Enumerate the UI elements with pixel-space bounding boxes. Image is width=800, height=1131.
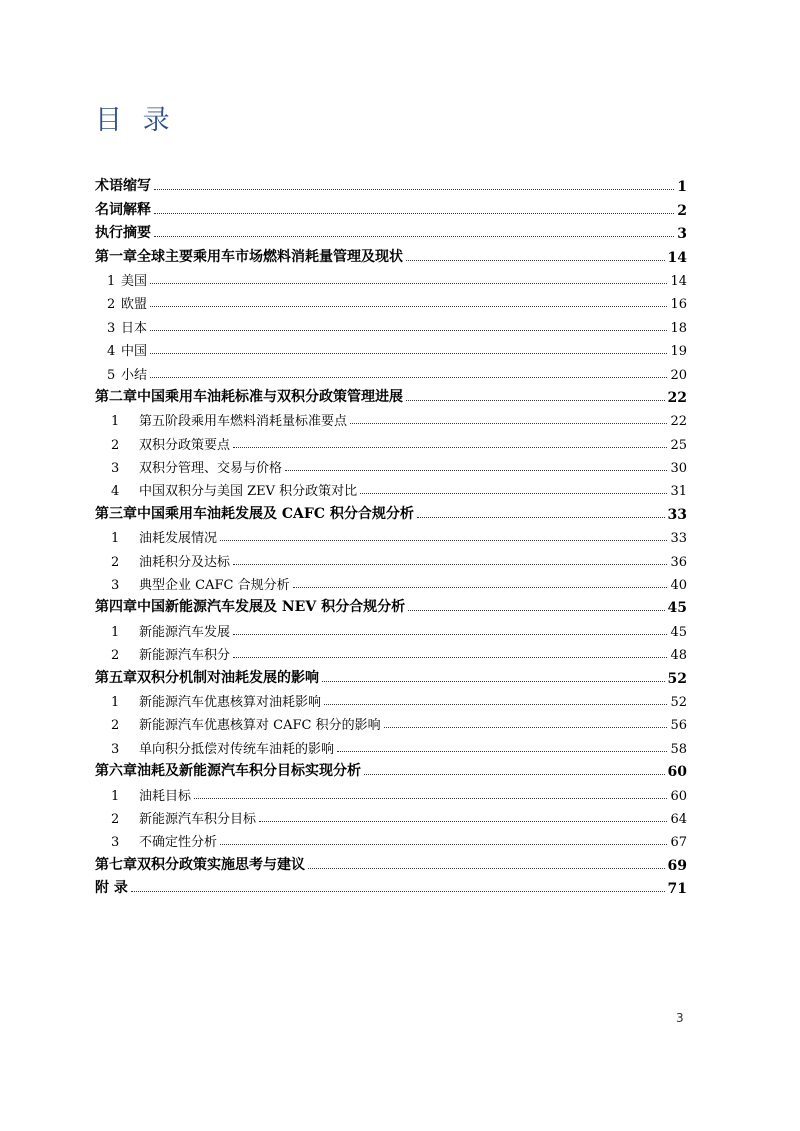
toc-entry-page: 60 bbox=[667, 764, 687, 781]
toc-entry-page: 45 bbox=[667, 600, 687, 617]
toc-leader-dots bbox=[406, 400, 665, 401]
toc-leader-dots bbox=[233, 564, 667, 565]
toc-entry-number: 1 bbox=[111, 531, 120, 547]
toc-entry-label: 新能源汽车积分 bbox=[139, 648, 231, 664]
toc-entry[interactable] bbox=[95, 687, 687, 710]
toc-leader-dots bbox=[220, 540, 667, 541]
toc-entry-page: 18 bbox=[670, 320, 687, 336]
toc-entry-text bbox=[95, 340, 147, 359]
toc-entry[interactable] bbox=[95, 476, 687, 499]
toc-entry[interactable] bbox=[95, 359, 687, 382]
toc-entry-text bbox=[95, 738, 334, 757]
toc-entry-text bbox=[95, 551, 230, 570]
toc-entry-page: 19 bbox=[670, 344, 687, 360]
toc-leader-dots bbox=[259, 821, 667, 822]
toc-entry-number: 第七章 bbox=[95, 856, 137, 873]
toc-entry-page: 64 bbox=[670, 811, 687, 827]
toc-entry[interactable] bbox=[95, 710, 687, 733]
toc-entry[interactable] bbox=[95, 640, 687, 663]
toc-entry-label: 新能源汽车发展 bbox=[139, 624, 231, 640]
toc-entry-page: 1 bbox=[677, 179, 687, 196]
toc-entry-label: 中国双积分与美国 ZEV 积分政策对比 bbox=[139, 484, 358, 500]
toc-entry-number: 3 bbox=[107, 320, 116, 336]
toc-entry[interactable] bbox=[95, 453, 687, 476]
toc-entry-label: 执行摘要 bbox=[95, 225, 151, 242]
toc-entry-page: 67 bbox=[670, 835, 687, 851]
toc-entry-label: 典型企业 CAFC 合规分析 bbox=[139, 578, 290, 594]
toc-entry-page: 2 bbox=[677, 202, 687, 219]
toc-entry-page: 69 bbox=[667, 857, 687, 874]
toc-leader-dots bbox=[194, 798, 667, 799]
toc-entry[interactable] bbox=[95, 499, 687, 522]
toc-entry-number: 2 bbox=[107, 297, 116, 313]
toc-entry-label: 中国乘用车油耗标准与双积分政策管理进展 bbox=[137, 388, 403, 405]
toc-leader-dots bbox=[408, 610, 664, 611]
toc-entry-label: 中国新能源汽车发展及 NEV 积分合规分析 bbox=[137, 599, 406, 616]
toc-entry-label: 单向积分抵偿对传统车油耗的影响 bbox=[139, 741, 335, 757]
toc-leader-dots bbox=[233, 447, 667, 448]
toc-entry-label: 不确定性分析 bbox=[139, 835, 218, 851]
toc-entry-label: 油耗目标 bbox=[139, 788, 192, 804]
toc-entry-page: 48 bbox=[670, 648, 687, 664]
toc-entry-page: 52 bbox=[670, 694, 687, 710]
toc-entry-label: 小结 bbox=[121, 367, 148, 383]
toc-entry-page: 52 bbox=[667, 670, 687, 687]
toc-entry-text bbox=[95, 222, 151, 242]
toc-entry-text bbox=[95, 457, 282, 476]
toc-leader-dots bbox=[364, 774, 665, 775]
toc-entry-label: 全球主要乘用车市场燃料消耗量管理及现状 bbox=[137, 248, 403, 265]
toc-entry-text bbox=[95, 410, 347, 429]
toc-entry-label: 第五阶段乘用车燃料消耗量标准要点 bbox=[139, 414, 348, 430]
toc-entry-text bbox=[95, 317, 147, 336]
toc-entry-text bbox=[95, 714, 381, 733]
toc-entry-number: 1 bbox=[111, 788, 120, 804]
toc-leader-dots bbox=[350, 423, 667, 424]
toc-entry-page: 58 bbox=[670, 741, 687, 757]
toc-entry-number: 4 bbox=[111, 484, 120, 500]
toc-entry-page: 3 bbox=[677, 226, 687, 243]
toc-entry-number: 1 bbox=[111, 694, 120, 710]
toc-entry-page: 31 bbox=[670, 484, 687, 500]
toc-entry-text bbox=[95, 877, 128, 897]
toc-entry-number: 3 bbox=[111, 578, 120, 594]
toc-entry-number: 2 bbox=[111, 718, 120, 734]
toc-entry-label: 日本 bbox=[121, 320, 148, 336]
toc-entry-label: 双积分机制对油耗发展的影响 bbox=[137, 669, 319, 686]
toc-entry-text bbox=[95, 596, 405, 616]
toc-entry-text bbox=[95, 175, 151, 195]
toc-entry-label: 附 录 bbox=[95, 880, 128, 897]
toc-entry-number: 1 bbox=[107, 273, 116, 289]
toc-leader-dots bbox=[150, 353, 667, 354]
toc-entry-text bbox=[95, 854, 305, 874]
toc-entry-page: 36 bbox=[670, 554, 687, 570]
toc-entry[interactable] bbox=[95, 195, 687, 218]
toc-entry-number: 5 bbox=[107, 367, 116, 383]
toc-entry-text bbox=[95, 691, 321, 710]
toc-entry-number: 第二章 bbox=[95, 388, 137, 405]
toc-entry-page: 71 bbox=[667, 881, 687, 898]
toc-entry[interactable] bbox=[95, 546, 687, 569]
toc-entry-number: 第四章 bbox=[95, 599, 137, 616]
toc-entry-text bbox=[95, 527, 217, 546]
toc-leader-dots bbox=[360, 493, 667, 494]
toc-leader-dots bbox=[220, 844, 667, 845]
toc-entry[interactable] bbox=[95, 570, 687, 593]
toc-leader-dots bbox=[293, 587, 668, 588]
toc-entry-number: 3 bbox=[111, 461, 120, 477]
toc-entry[interactable] bbox=[95, 406, 687, 429]
toc-entry-page: 30 bbox=[670, 461, 687, 477]
toc-leader-dots bbox=[154, 236, 674, 237]
toc-entry-page: 22 bbox=[670, 414, 687, 430]
toc-entry-label: 新能源汽车优惠核算对油耗影响 bbox=[139, 694, 322, 710]
toc-leader-dots bbox=[285, 470, 667, 471]
toc-entry-number: 1 bbox=[111, 624, 120, 640]
toc-entry[interactable] bbox=[95, 523, 687, 546]
toc-entry-label: 双积分政策实施思考与建议 bbox=[137, 856, 305, 873]
toc-entry[interactable] bbox=[95, 804, 687, 827]
toc-entry-label: 中国乘用车油耗发展及 CAFC 积分合规分析 bbox=[137, 505, 414, 522]
toc-entry-label: 中国 bbox=[121, 344, 148, 360]
toc-entry-page: 14 bbox=[667, 249, 687, 266]
toc-leader-dots bbox=[131, 891, 665, 892]
toc-leader-dots bbox=[150, 283, 667, 284]
toc-leader-dots bbox=[308, 868, 665, 869]
toc-entry[interactable] bbox=[95, 312, 687, 335]
toc-entry-number: 2 bbox=[111, 437, 120, 453]
toc-entry-page: 40 bbox=[670, 578, 687, 594]
toc-entry-text bbox=[95, 293, 147, 312]
toc-entry-text bbox=[95, 199, 151, 219]
toc-entry-page: 14 bbox=[670, 273, 687, 289]
toc-leader-dots bbox=[154, 213, 674, 214]
toc-entry[interactable] bbox=[95, 827, 687, 850]
toc-entry-text bbox=[95, 760, 361, 780]
toc-entry[interactable] bbox=[95, 383, 687, 406]
toc-entry-text bbox=[95, 246, 403, 266]
toc-leader-dots bbox=[150, 306, 667, 307]
toc-entry-label: 双积分政策要点 bbox=[139, 437, 231, 453]
toc-entry[interactable] bbox=[95, 874, 687, 897]
toc-entry-number: 1 bbox=[111, 414, 120, 430]
toc-entry-text bbox=[95, 480, 357, 499]
toc-entry-text bbox=[95, 621, 230, 640]
toc-leader-dots bbox=[322, 681, 665, 682]
toc-entry-text bbox=[95, 434, 230, 453]
toc-entry[interactable] bbox=[95, 733, 687, 756]
toc-entry-label: 美国 bbox=[121, 273, 148, 289]
toc-entry[interactable] bbox=[95, 663, 687, 686]
toc-entry-label: 油耗积分及达标 bbox=[139, 554, 231, 570]
toc-entry-text bbox=[95, 808, 256, 827]
toc-leader-dots bbox=[233, 657, 667, 658]
toc-entry[interactable] bbox=[95, 616, 687, 639]
toc-entry-page: 16 bbox=[670, 297, 687, 313]
toc-entry-text bbox=[95, 831, 217, 850]
toc-entry-number: 3 bbox=[111, 741, 120, 757]
toc-entry-text bbox=[95, 574, 290, 593]
toc-entry-text bbox=[95, 364, 147, 383]
toc-leader-dots bbox=[233, 634, 667, 635]
toc-entry-page: 45 bbox=[670, 624, 687, 640]
toc-entry-page: 20 bbox=[670, 367, 687, 383]
toc-entry-label: 术语缩写 bbox=[95, 178, 151, 195]
toc-entry-text bbox=[95, 386, 403, 406]
toc-entry-label: 新能源汽车积分目标 bbox=[139, 811, 257, 827]
toc-leader-dots bbox=[337, 751, 667, 752]
toc-entry-number: 4 bbox=[107, 344, 116, 360]
toc-entry-label: 双积分管理、交易与价格 bbox=[139, 461, 283, 477]
toc-entry[interactable] bbox=[95, 429, 687, 452]
toc-entry-number: 第三章 bbox=[95, 505, 137, 522]
toc-entry-text bbox=[95, 503, 414, 523]
toc-entry[interactable] bbox=[95, 219, 687, 242]
toc-entry[interactable] bbox=[95, 850, 687, 873]
toc-title: 目 录 bbox=[95, 105, 176, 136]
toc-leader-dots bbox=[150, 330, 667, 331]
toc-entry-label: 油耗发展情况 bbox=[139, 531, 218, 547]
toc-entry-number: 第五章 bbox=[95, 669, 137, 686]
toc-entry-number: 第一章 bbox=[95, 248, 137, 265]
toc-leader-dots bbox=[417, 517, 665, 518]
toc-entry[interactable] bbox=[95, 593, 687, 616]
toc-entry-text bbox=[95, 644, 230, 663]
toc-entry-number: 2 bbox=[111, 554, 120, 570]
toc-entry-page: 25 bbox=[670, 437, 687, 453]
toc-entry[interactable] bbox=[95, 757, 687, 780]
toc-entry[interactable] bbox=[95, 266, 687, 289]
toc-entry-page: 33 bbox=[667, 506, 687, 523]
toc-leader-dots bbox=[406, 260, 665, 261]
toc-entry-label: 油耗及新能源汽车积分目标实现分析 bbox=[137, 763, 361, 780]
toc-entry-page: 56 bbox=[670, 718, 687, 734]
page-number: 3 bbox=[676, 1011, 684, 1025]
toc-entry[interactable] bbox=[95, 336, 687, 359]
toc-entry-number: 2 bbox=[111, 648, 120, 664]
toc-entry[interactable] bbox=[95, 172, 687, 195]
toc-entry[interactable] bbox=[95, 242, 687, 265]
toc-entry-text bbox=[95, 667, 319, 687]
toc-entry-number: 3 bbox=[111, 835, 120, 851]
toc-entry-label: 名词解释 bbox=[95, 201, 151, 218]
toc-entry-page: 60 bbox=[670, 788, 687, 804]
toc-entry-label: 欧盟 bbox=[121, 297, 148, 313]
toc-entry-page: 33 bbox=[670, 531, 687, 547]
table-of-contents bbox=[95, 172, 687, 897]
toc-leader-dots bbox=[150, 377, 667, 378]
toc-leader-dots bbox=[324, 704, 667, 705]
toc-leader-dots bbox=[384, 727, 668, 728]
toc-entry[interactable] bbox=[95, 780, 687, 803]
toc-entry-text bbox=[95, 270, 147, 289]
toc-entry[interactable] bbox=[95, 289, 687, 312]
toc-leader-dots bbox=[154, 189, 674, 190]
toc-entry-number: 第六章 bbox=[95, 763, 137, 780]
toc-entry-number: 2 bbox=[111, 811, 120, 827]
toc-entry-page: 22 bbox=[667, 389, 687, 406]
toc-entry-text bbox=[95, 785, 191, 804]
toc-entry-label: 新能源汽车优惠核算对 CAFC 积分的影响 bbox=[139, 718, 381, 734]
